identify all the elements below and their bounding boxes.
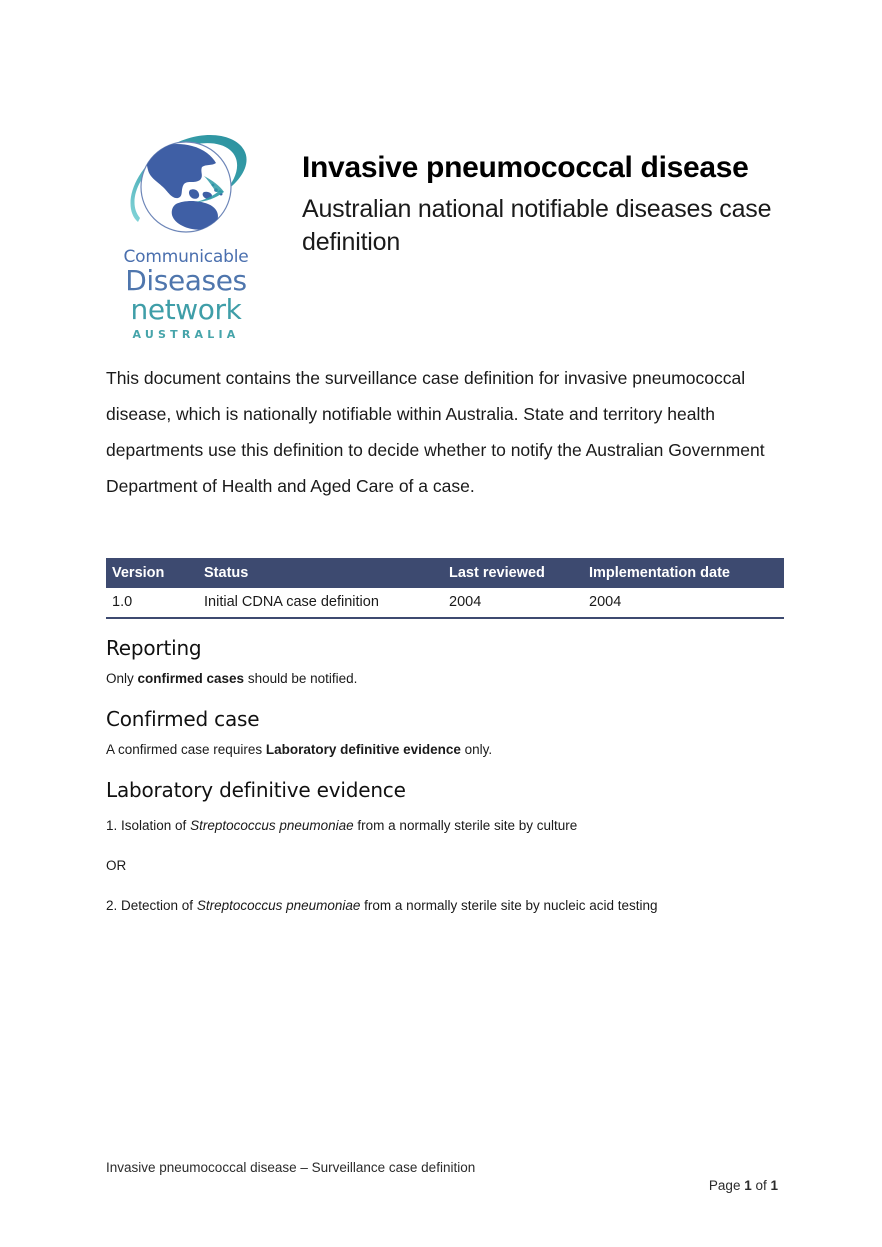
criterion-1-organism: Streptococcus pneumoniae <box>190 818 354 833</box>
confirmed-text-prefix: A confirmed case requires <box>106 742 266 757</box>
page-of: of <box>751 1178 771 1193</box>
reporting-text <box>106 669 778 689</box>
criterion-1-prefix: 1. Isolation of <box>106 818 191 833</box>
laboratory-connector-or: OR <box>106 858 127 873</box>
logo-line-australia: AUSTRALIA <box>132 327 240 341</box>
reporting-text-suffix: should be notified. <box>244 671 358 686</box>
page-subtitle: Australian national notifiable diseases case definition <box>302 194 772 256</box>
page-current: 1 <box>744 1178 752 1193</box>
version-history-table <box>106 558 784 619</box>
intro-paragraph: This document contains the surveillance case definition for invasive pneumococcal disease, which is nationally notifiable within Australia. State and territory health departments use this definition to decide whether to notify the Australian Government Department of Health and Aged Care of a case. <box>106 368 765 496</box>
cdna-logo <box>106 128 266 342</box>
page-total: 1 <box>770 1178 778 1193</box>
confirmed-text-bold: Laboratory definitive evidence <box>265 742 461 757</box>
criterion-1-suffix: from a normally sterile site by culture <box>353 818 578 833</box>
confirmed-text-suffix: only. <box>460 742 493 757</box>
laboratory-criterion-2 <box>106 896 658 916</box>
cell-version: 1.0 <box>106 588 204 618</box>
footer-page-number <box>709 1178 778 1193</box>
heading-confirmed-case: Confirmed case <box>106 707 260 731</box>
logo-line-communicable: Communicable <box>123 247 249 267</box>
column-header-last-reviewed: Last reviewed <box>449 558 589 588</box>
cell-last-reviewed: 2004 <box>449 588 589 618</box>
page-label: Page <box>708 1178 745 1193</box>
logo-line-diseases: Diseases <box>125 264 247 297</box>
criterion-2-prefix: 2. Detection of <box>106 898 197 913</box>
heading-laboratory-evidence: Laboratory definitive evidence <box>106 778 406 802</box>
column-header-implementation-date: Implementation date <box>589 558 784 588</box>
confirmed-case-text <box>106 740 778 760</box>
globe-icon <box>120 130 252 248</box>
cell-implementation-date: 2004 <box>589 588 784 618</box>
column-header-version: Version <box>106 558 204 588</box>
laboratory-criterion-1 <box>106 816 577 836</box>
section-confirmed-case <box>106 707 778 760</box>
logo-line-network: network <box>130 293 242 327</box>
column-header-status: Status <box>204 558 449 588</box>
section-laboratory-evidence <box>106 778 778 913</box>
criterion-2-suffix: from a normally sterile site by nucleic acid testing <box>360 898 658 913</box>
footer-document-name: Invasive pneumococcal disease – Surveillance case definition <box>106 1160 476 1175</box>
title-block <box>266 128 778 259</box>
heading-reporting: Reporting <box>106 636 202 660</box>
page-title: Invasive pneumococcal disease <box>302 151 749 184</box>
cell-status: Initial CDNA case definition <box>204 588 449 618</box>
document-header <box>106 128 778 342</box>
section-reporting <box>106 636 778 689</box>
table-row <box>106 588 784 618</box>
table-header-row <box>106 558 784 588</box>
reporting-text-bold: confirmed cases <box>137 671 245 686</box>
reporting-text-prefix: Only <box>106 671 138 686</box>
criterion-2-organism: Streptococcus pneumoniae <box>196 898 361 913</box>
